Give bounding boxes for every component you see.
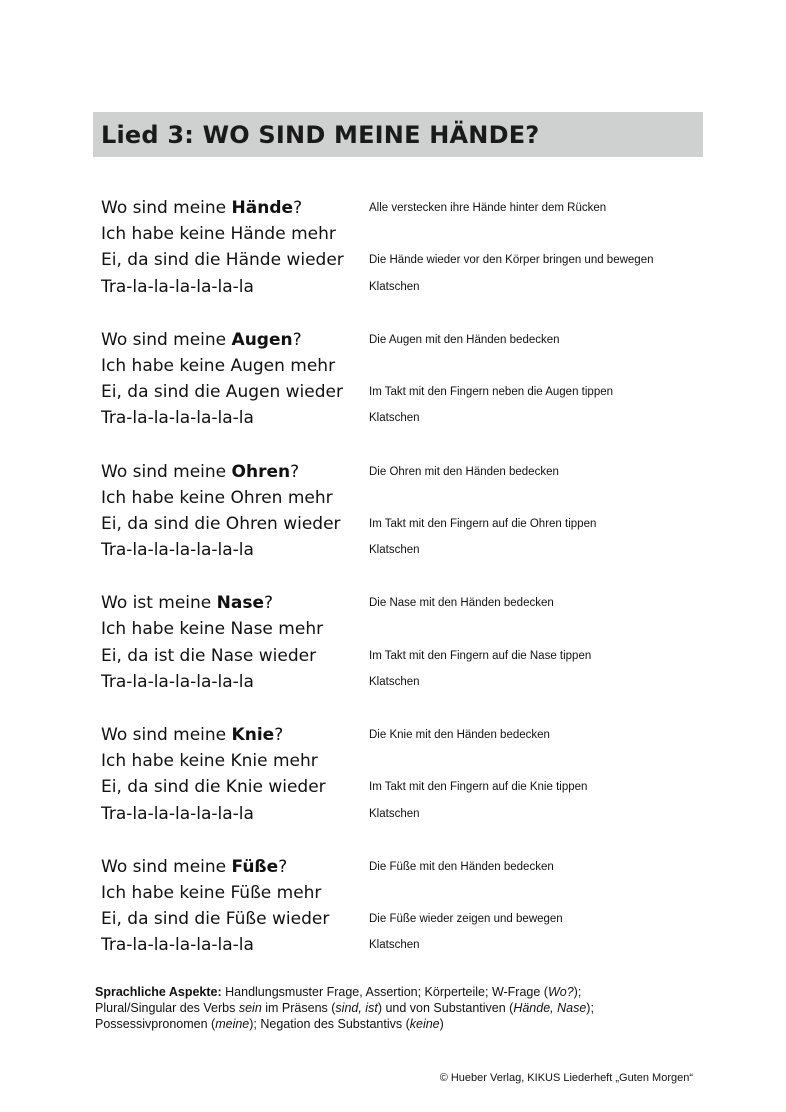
aspects-text: ); [586, 1001, 594, 1015]
verse-line [101, 221, 701, 247]
lyric-text [101, 537, 254, 563]
verse-line [101, 722, 701, 748]
lyric-text-part: Wo sind meine [101, 198, 232, 218]
lyric-text [101, 906, 329, 932]
lyric-text-part: Ich habe keine Hände mehr [101, 224, 336, 245]
body-part-word: Füße [231, 856, 279, 877]
aspects-text: Handlungsmuster Frage, Assertion; Körperteile; W-Frage ( [221, 985, 548, 999]
action-note: Alle verstecken ihre Hände hinter dem Rücken [369, 202, 607, 214]
verse-line [101, 880, 701, 906]
action-note: Klatschen [369, 280, 420, 293]
verse [101, 459, 701, 564]
lyric-text-part: Ich habe keine Füße mehr [101, 882, 322, 903]
verse [101, 590, 701, 695]
verse-line [101, 748, 701, 774]
verse [101, 195, 701, 300]
lyric-text-part: Ei, da ist die Nase wieder [101, 645, 317, 666]
action-note: Im Takt mit den Fingern neben die Augen tippen [369, 386, 614, 399]
lyric-text [101, 353, 335, 379]
lyric-text [101, 590, 273, 616]
lyric-text-part: Wo ist meine [101, 593, 217, 614]
verse-line [101, 932, 701, 958]
aspects-label: Sprachliche Aspekte: [95, 985, 222, 999]
lyric-text [101, 722, 283, 748]
action-note: Klatschen [369, 544, 420, 557]
lyric-text-part: ? [264, 593, 274, 614]
lyric-text [101, 669, 254, 695]
action-note: Die Knie mit den Händen bedecken [369, 729, 550, 741]
lyric-text [101, 459, 299, 485]
action-note: Die Füße mit den Händen bedecken [369, 860, 554, 873]
lyric-text [101, 748, 318, 774]
lyric-text-part: ? [293, 198, 303, 218]
copyright-footer: © Hueber Verlag, KIKUS Liederheft „Guten Morgen“ [439, 1072, 693, 1084]
aspects-text: ); Negation des Substantivs ( [249, 1017, 410, 1031]
aspects-text: ) und von Substantiven ( [377, 1001, 514, 1015]
lyric-text-part: Tra-la-la-la-la-la-la [101, 803, 254, 824]
action-note: Die Ohren mit den Händen bedecken [369, 465, 559, 478]
aspects-italic: keine [409, 1017, 440, 1031]
lyric-text [101, 801, 254, 827]
aspects-italic: Hände, Nase [513, 1001, 587, 1015]
lyric-text [101, 880, 321, 906]
verse [101, 722, 701, 827]
verse [101, 327, 701, 432]
language-aspects [95, 984, 655, 1032]
body-part-word: Ohren [231, 461, 291, 482]
lyric-text [101, 511, 341, 537]
song-verses [101, 195, 701, 986]
verse-line [101, 669, 701, 695]
action-note: Die Hände wieder vor den Körper bringen und bewegen [369, 254, 654, 267]
verse-line [101, 643, 701, 669]
verse-line [101, 616, 701, 642]
verse-line [101, 854, 701, 880]
lyric-text [101, 932, 254, 958]
lyric-text-part: Ei, da sind die Hände wieder [101, 250, 344, 271]
lyric-text-part: Wo sind meine [101, 856, 232, 877]
lyric-text-part: Ich habe keine Knie mehr [101, 751, 318, 772]
verse-line [101, 274, 701, 300]
lyric-text-part: Tra-la-la-la-la-la-la [101, 540, 254, 561]
verse-line [101, 459, 701, 485]
lyric-text-part: ? [290, 461, 300, 482]
aspects-italic: sind, ist [335, 1001, 378, 1015]
lyric-text-part: Tra-la-la-la-la-la-la [101, 276, 254, 297]
lyric-text-part: Tra-la-la-la-la-la-la [101, 671, 254, 692]
verse-line [101, 327, 701, 353]
lyric-text [101, 405, 254, 431]
lyric-text [101, 327, 302, 353]
verse-line [101, 906, 701, 932]
lyric-text-part: Wo sind meine [101, 329, 232, 350]
verse-line [101, 353, 701, 379]
lyric-text-part: Ei, da sind die Füße wieder [101, 909, 330, 930]
lyric-text-part: Ei, da sind die Ohren wieder [101, 513, 341, 534]
action-note: Im Takt mit den Fingern auf die Knie tippen [369, 781, 588, 794]
body-part-word: Hände [231, 198, 294, 218]
lyric-text [101, 854, 287, 880]
lyric-text [101, 379, 343, 405]
lyric-text-part: Wo sind meine [101, 461, 232, 482]
lyric-text-part: ? [292, 329, 302, 350]
action-note: Die Nase mit den Händen bedecken [369, 597, 554, 610]
aspects-text: ); [573, 985, 582, 999]
action-note: Im Takt mit den Fingern auf die Nase tippen [369, 649, 592, 662]
action-note: Klatschen [369, 675, 420, 688]
lyric-text [101, 616, 323, 642]
lyric-text-part: Ich habe keine Augen mehr [101, 355, 336, 376]
verse-line [101, 195, 701, 221]
verse-line [101, 590, 701, 616]
lyric-text-part: ? [278, 856, 288, 877]
aspects-text: Plural/Singular des Verbs [95, 1001, 239, 1015]
verse-line [101, 379, 701, 405]
lyric-text-part: ? [274, 725, 284, 745]
aspects-italic: Wo? [547, 985, 574, 999]
aspects-text: im Präsens ( [261, 1001, 336, 1015]
lyric-text [101, 774, 326, 800]
title-bar [93, 112, 703, 157]
action-note: Die Füße wieder zeigen und bewegen [369, 913, 563, 926]
verse [101, 854, 701, 959]
lyric-text-part: Ich habe keine Nase mehr [101, 619, 324, 640]
aspects-text: ) [439, 1017, 444, 1031]
verse-line [101, 537, 701, 563]
lyric-text-part: Ei, da sind die Augen wieder [101, 382, 343, 403]
aspects-italic: sein [238, 1001, 262, 1015]
aspects-text: Possessivpronomen ( [95, 1017, 216, 1031]
lyric-text [101, 274, 254, 300]
lyric-text [101, 643, 316, 669]
lyric-text-part: Ei, da sind die Knie wieder [101, 777, 326, 798]
body-part-word: Nase [216, 593, 265, 614]
verse-line [101, 485, 701, 511]
verse-line [101, 247, 701, 273]
lyric-text-part: Ich habe keine Ohren mehr [101, 487, 333, 508]
lyric-text-part: Tra-la-la-la-la-la-la [101, 935, 254, 956]
lyric-text [101, 195, 302, 221]
body-part-word: Augen [231, 329, 293, 350]
action-note: Die Augen mit den Händen bedecken [369, 333, 560, 346]
aspects-italic: meine [215, 1017, 250, 1031]
body-part-word: Knie [231, 725, 275, 745]
action-note: Klatschen [369, 807, 420, 820]
lyric-text-part: Tra-la-la-la-la-la-la [101, 408, 254, 429]
verse-line [101, 511, 701, 537]
page-title: Lied 3: WO SIND MEINE HÄNDE? [101, 121, 540, 149]
verse-line [101, 774, 701, 800]
verse-line [101, 405, 701, 431]
action-note: Klatschen [369, 939, 420, 952]
lyric-text [101, 221, 336, 247]
lyric-text [101, 485, 333, 511]
action-note: Im Takt mit den Fingern auf die Ohren tippen [369, 517, 597, 530]
verse-line [101, 801, 701, 827]
lyric-text [101, 247, 344, 273]
action-note: Klatschen [369, 412, 420, 425]
lyric-text-part: Wo sind meine [101, 725, 232, 745]
